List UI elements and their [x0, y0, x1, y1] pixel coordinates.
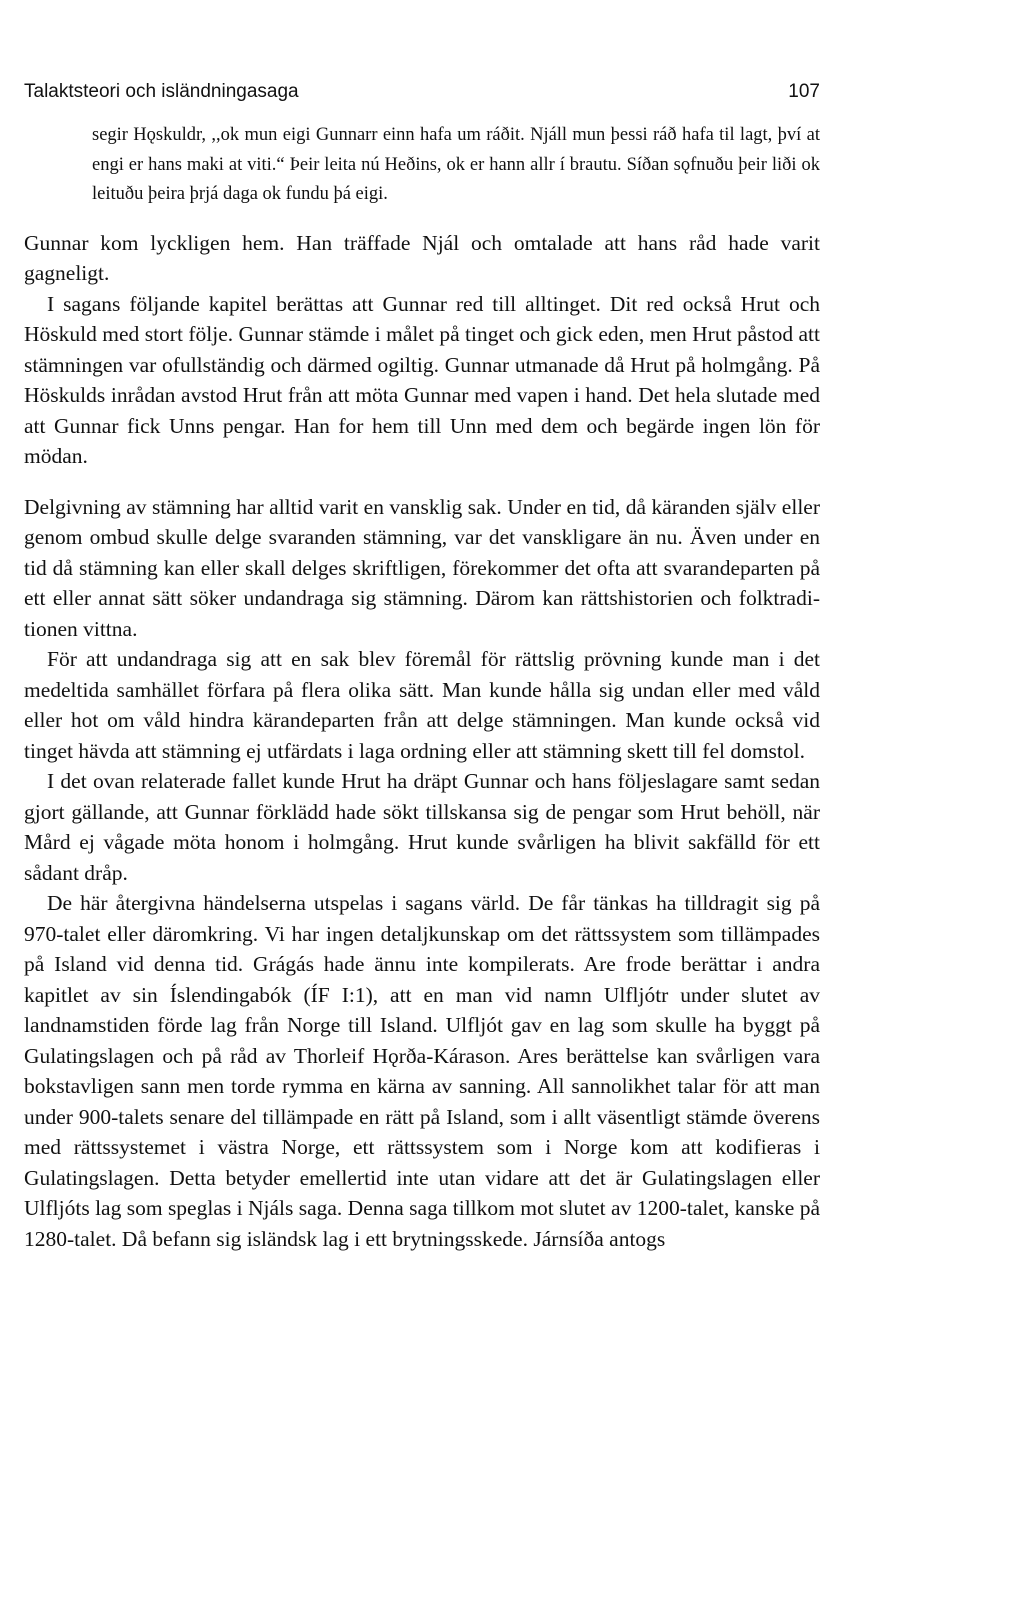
paragraph: De här återgivna händelserna utspelas i sagans värld. De får tänkas ha tilldragit sig på 970-talet eller däromkring. Vi har ingen detaljkunskap om det rättssystem som tillämpades på Island vid denna tid. Grágás hade ännu inte kompilerats. Are frode berättar i andra kapitlet av sin Íslendingabók (ÍF I:1), att en man vid namn Ulfljótr under slutet av landnamstiden förde lag från Norge till Island. Ulfljót gav en lag som skulle ha byggt på Gulatingslagen och på råd av Thorleif Hǫrða-Kárason. Ares berättelse kan svårligen vara bokstavligen sann men torde rymma en kärna av sanning. All sannolikhet talar för att man under 900-talets senare del tillämpade en rätt på Island, som i allt väsentligt stämde överens med rättssystemet i västra Norge, ett rättssystem som i Norge kom att kodifieras i Gulatingslagen. Detta betyder emellertid inte utan vidare att det är Gulatingslagen eller Ulfljóts lag som speglas i Njáls saga. Denna saga tillkom mot slutet av 1200-talet, kanske på 1280-talet. Då befann sig isländsk lag i ett brytningsskede. Járnsíða antogs — [24, 891, 820, 1251]
paragraph: I sagans följande kapitel berättas att Gunnar red till alltinget. Dit red också Hrut och Höskuld med stort följe. Gunnar stämde i målet på tinget och gick eden, men Hrut påstod att stämningen var ofullständig och därmed ogiltig. Gunnar utmanade då Hrut på holmgång. På Höskulds inrådan avstod Hrut från att möta Gunnar med vapen i hand. Det hela slutade med att Gunnar fick Unns pengar. Han for hem till Unn med dem och begärde ingen lön för mödan. — [24, 291, 820, 468]
paragraph: För att undandraga sig att en sak blev föremål för rättslig prövning kunde man i det medeltida samhället förfara på flera olika sätt. Man kunde hålla sig undan eller med våld eller hot om våld hindra kärandeparten från att delge stämningen. Man kunde också vid tinget hävda att stämning ej utfärdats i laga ordning eller att stämning skett till fel domstol. — [24, 647, 820, 763]
paragraph: I det ovan relaterade fallet kunde Hrut ha dräpt Gunnar och hans följeslagare samt sedan gjort gällande, att Gunnar förklädd hade sökt tillskansa sig de pengar som Hrut behöll, när Mård ej vågade möta honom i holmgång. Hrut kunde svårligen ha blivit sakfälld för ett sådant dråp. — [24, 769, 820, 885]
block-quote: segir Hǫskuldr, ,,ok mun eigi Gunnarr einn hafa um ráðit. Njáll mun þessi ráð hafa til lagt, því at engi er hans maki at viti.“ Þeir leita nú Heðins, ok er hann allr í brautu. Síðan sǫfnuðu þeir liði ok leituðu þeira þrjá daga ok fundu þá eigi. — [92, 125, 820, 204]
running-title: Talaktsteori och isländningasaga — [24, 81, 299, 102]
paragraph: Gunnar kom lyckligen hem. Han träffade Njál och omtalade att hans råd hade varit gagneligt. — [24, 230, 820, 285]
page-number: 107 — [788, 81, 820, 102]
body-text — [24, 121, 820, 1254]
paragraph: Delgivning av stämning har alltid varit en vansklig sak. Under en tid, då käranden själv eller genom ombud skulle delge svaranden stämning, var det vanskligare än nu. Även under en tid då stämning kan eller skall delges skriftligen, förekommer det ofta att svarandeparten på ett eller annat sätt söker undandraga sig stämning. Därom kan rättshistorien och folktraditionen vittna. — [24, 494, 820, 641]
running-header — [24, 80, 820, 104]
